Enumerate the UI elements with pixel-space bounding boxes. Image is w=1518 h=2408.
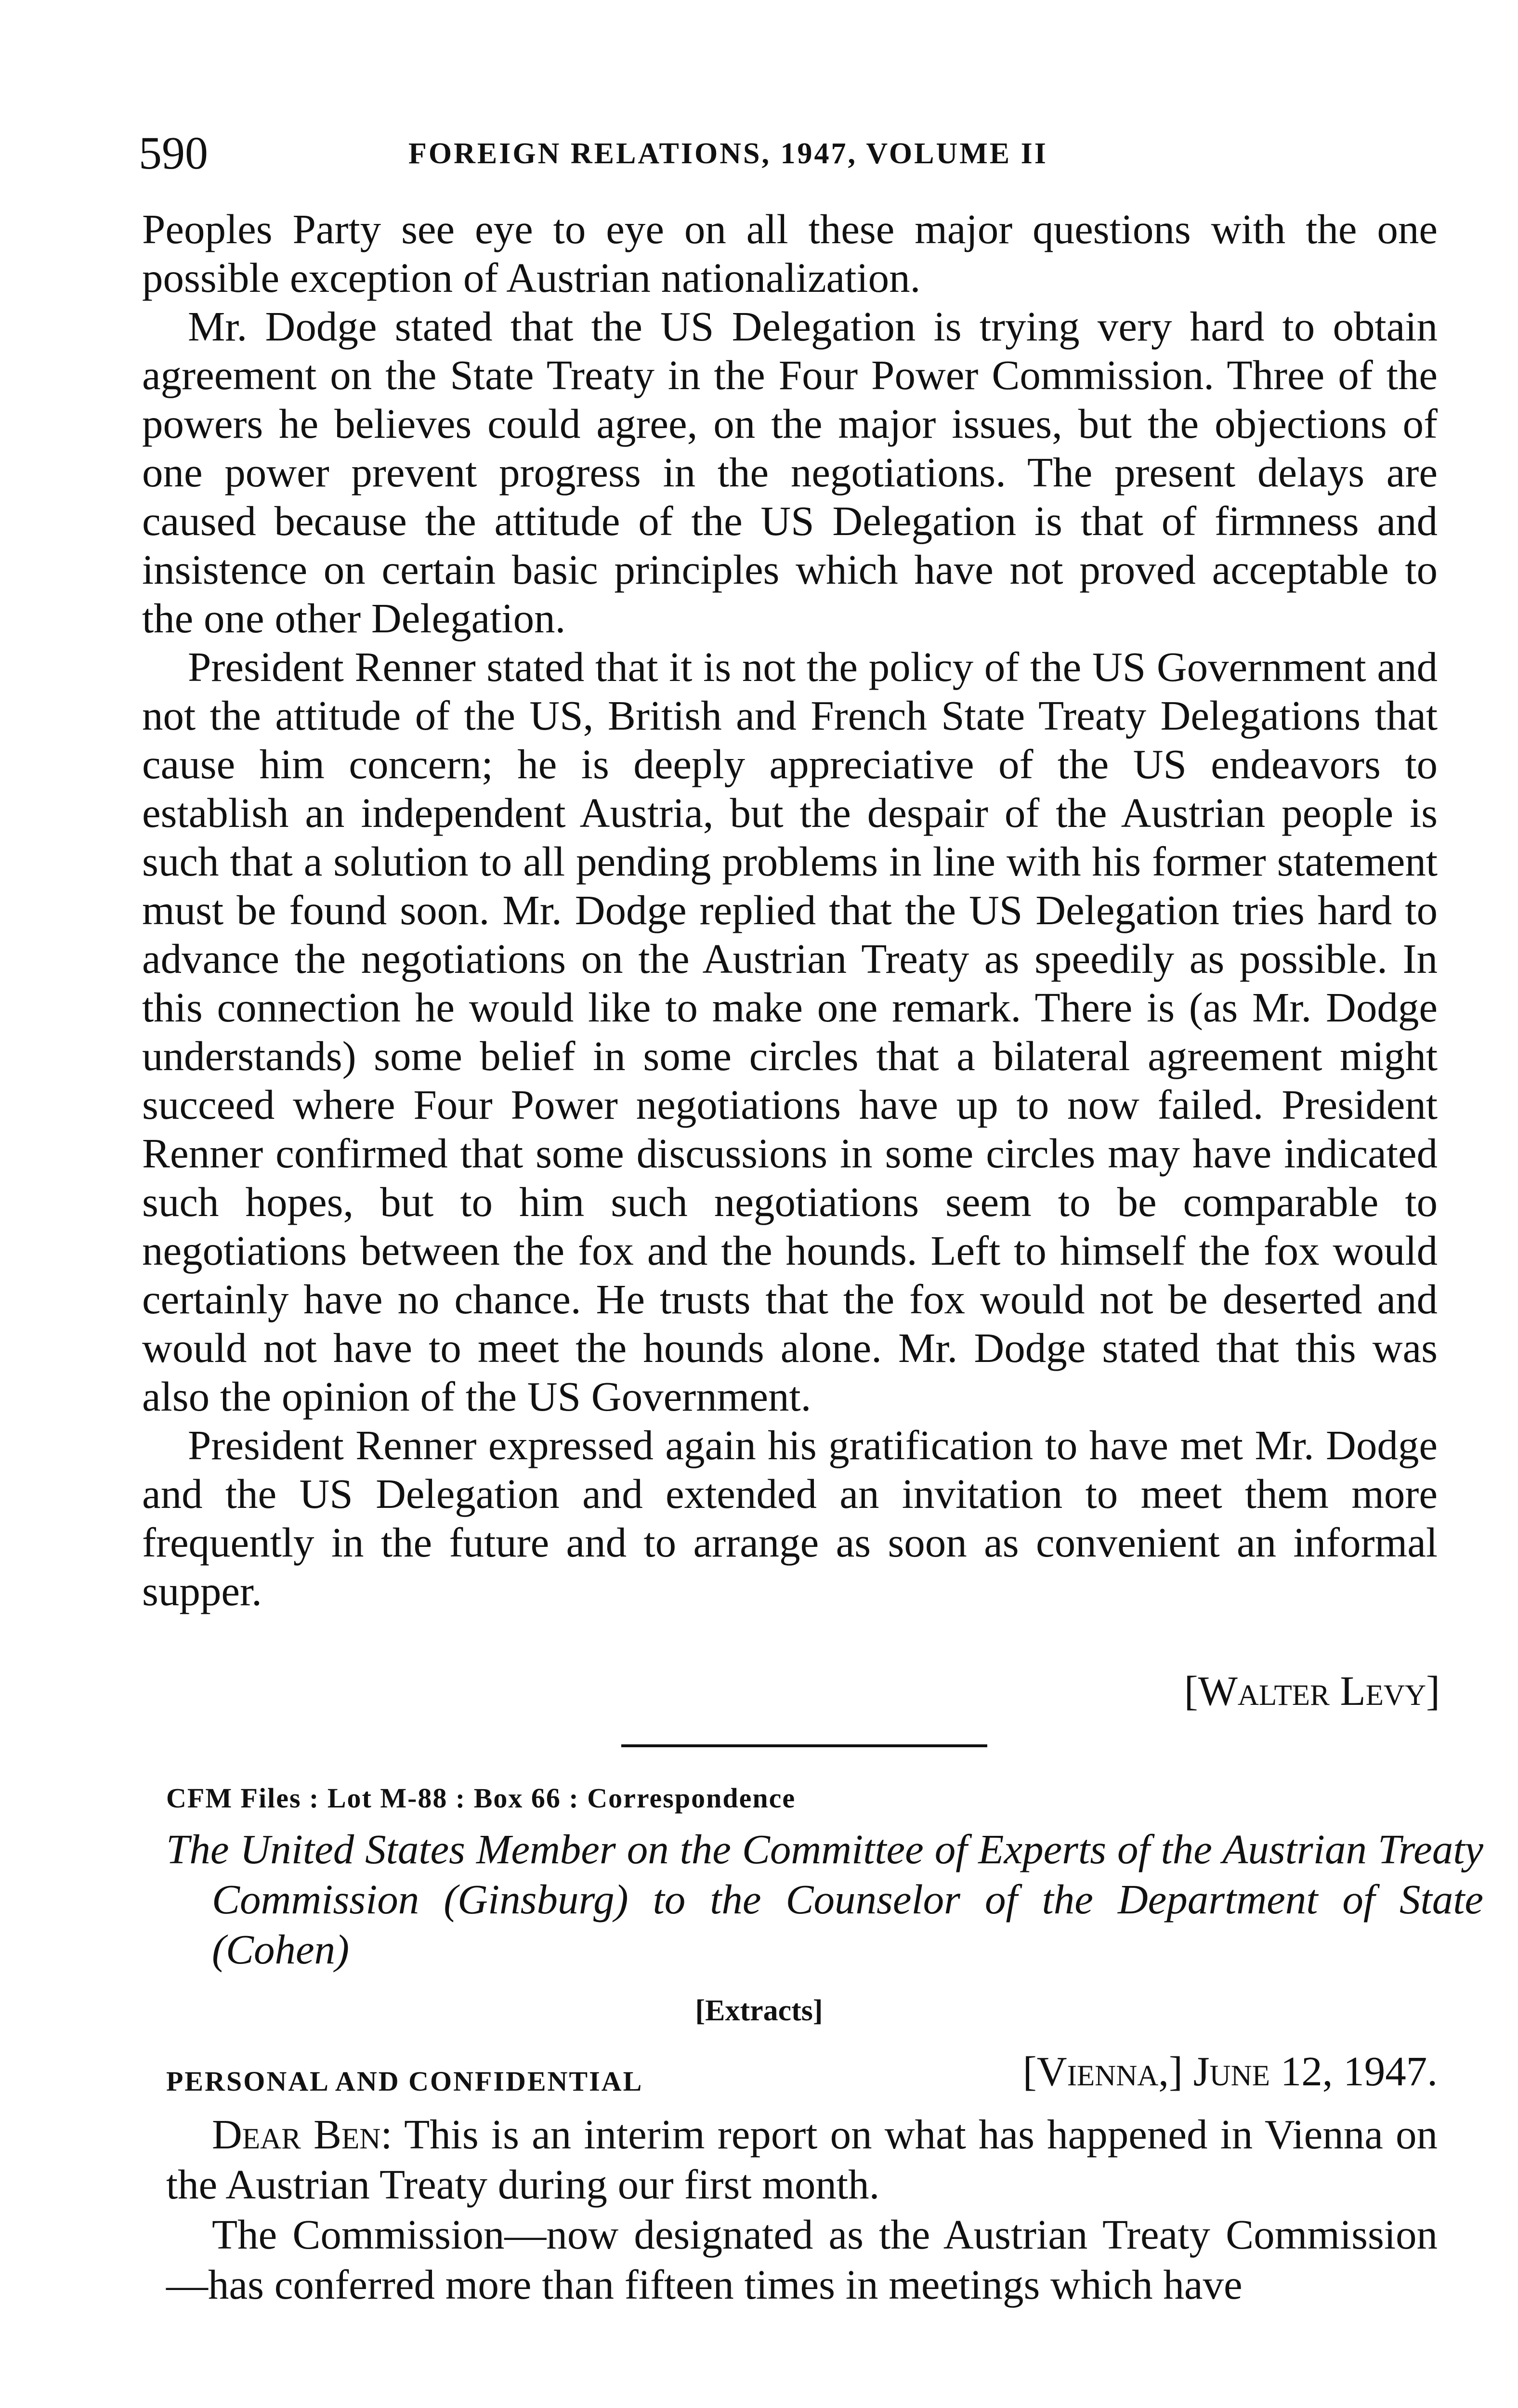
page-header [139,126,1439,189]
dateline [166,2047,1438,2105]
letter-paragraph: The Commission—now designated as the Austrian Treaty Commission—has conferred more than fifteen times in meetings which have [166,2211,1438,2308]
classification-label: PERSONAL AND CONFIDENTIAL [166,2066,643,2097]
body-paragraph: Mr. Dodge stated that the US Delegation is trying very hard to obtain agreement on the State Treaty in the Four Power Commission. Three of the powers he believes could agree, on the major issues, but the objections of one power prevent progress in the negotiations. The present delays are caused because the attitude of the US Delegation is that of firmness and insistence on certain basic principles which have not proved acceptable to the one other Delegation. [142,303,1438,641]
file-reference: CFM Files : Lot M-88 : Box 66 : Correspondence [166,1782,796,1814]
body-paragraph: Peoples Party see eye to eye on all these major questions with the one possible exception of Austrian nationalization. [142,206,1438,301]
signature: [Walter Levy] [1184,1667,1440,1714]
body-paragraph: President Renner stated that it is not the policy of the US Government and not the attitude of the US, British and French State Treaty Delegations that cause him concern; he is deeply appreciative of the US endeavors to establish an independent Austria, but the despair of the Austrian people is such that a solution to all pending problems in line with his former statement must be found soon. Mr. Dodge replied that the US Delegation tries hard to advance the negotiations on the Austrian Treaty as speedily as possible. In this connection he would like to make one remark. There is (as Mr. Dodge understands) some belief in some circles that a bilateral agreement might succeed where Four Power negotiations have up to now failed. President Renner confirmed that some discussions in some circles may have indicated such hopes, but to him such negotiations seem to be comparable to negotiations between the fox and the hounds. Left to himself the fox would certainly have no chance. He trusts that the fox would not be deserted and would not have to meet the hounds alone. Mr. Dodge stated that this was also the opinion of the US Government. [142,643,1438,1420]
body-paragraph: President Renner expressed again his gratification to have met Mr. Dodge and the US Delegation and extended an invitation to meet them more frequently in the future and to arrange as soon as convenient an informal supper. [142,1422,1438,1614]
salutation: Dear Ben: [212,2111,393,2158]
body-text [142,205,1438,1615]
extracts-label: [Extracts] [695,1994,823,2027]
section-divider [621,1744,987,1747]
letter-paragraph [166,2109,1438,2210]
place-date: [Vienna,] June 12, 1947. [1022,2048,1438,2094]
letter-paragraph-text: This is an interim report on what has happened in Vienna on the Austrian Treaty during our first month. [166,2111,1438,2208]
document-title: The United States Member on the Committee of Experts of the Austrian Treaty Commission (Ginsburg) to the Counselor of the Department of State (Cohen) [166,1826,1483,1973]
running-head: FOREIGN RELATIONS, 1947, VOLUME II [408,137,1048,170]
page-number: 590 [139,127,208,179]
letter-text [166,2109,1438,2310]
